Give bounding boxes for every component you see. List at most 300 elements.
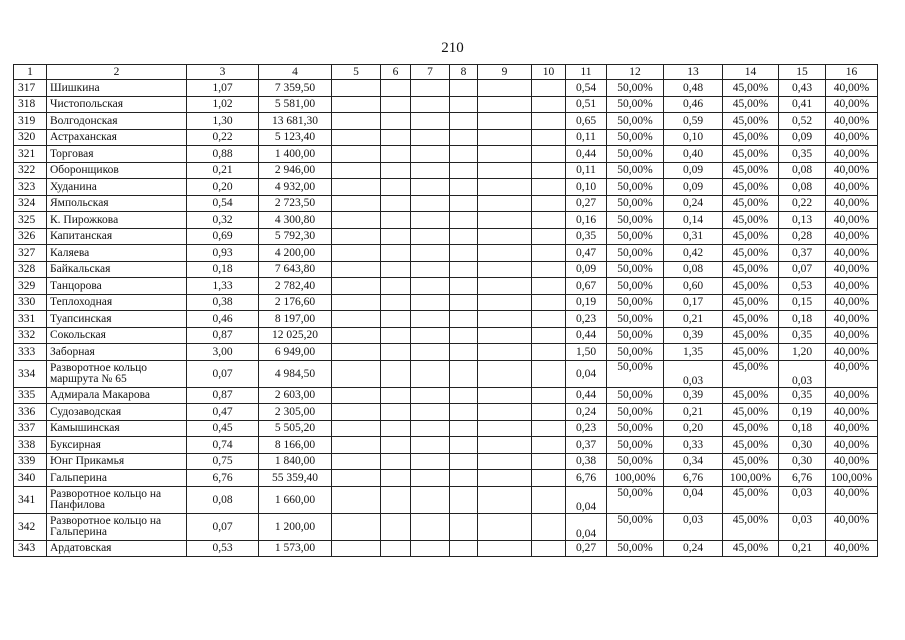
col11-cell: 0,47 bbox=[566, 245, 607, 262]
col6-cell bbox=[381, 486, 411, 513]
col14-cell: 45,00% bbox=[723, 113, 779, 130]
table-row bbox=[14, 404, 878, 421]
street-name-cell: Сокольская bbox=[47, 327, 187, 344]
col6-cell bbox=[381, 278, 411, 295]
col5-cell bbox=[332, 513, 381, 540]
row-number-cell: 343 bbox=[14, 540, 47, 557]
row-number-cell: 341 bbox=[14, 486, 47, 513]
col16-cell: 40,00% bbox=[826, 486, 878, 513]
street-name-cell: Адмирала Макарова bbox=[47, 387, 187, 404]
col13-cell: 0,10 bbox=[664, 129, 723, 146]
col12-cell: 50,00% bbox=[607, 437, 664, 454]
col7-cell bbox=[411, 327, 450, 344]
col8-cell bbox=[450, 129, 478, 146]
street-name-cell: Шишкина bbox=[47, 80, 187, 97]
col6-cell bbox=[381, 311, 411, 328]
col16-cell: 40,00% bbox=[826, 437, 878, 454]
col12-cell: 50,00% bbox=[607, 228, 664, 245]
col5-cell bbox=[332, 404, 381, 421]
col12-cell: 50,00% bbox=[607, 129, 664, 146]
col13-cell: 0,40 bbox=[664, 146, 723, 163]
col16-cell: 40,00% bbox=[826, 327, 878, 344]
col13-cell: 0,04 bbox=[664, 486, 723, 513]
col7-cell bbox=[411, 470, 450, 487]
col14-cell: 45,00% bbox=[723, 404, 779, 421]
col7-cell bbox=[411, 80, 450, 97]
col6-cell bbox=[381, 195, 411, 212]
header-cell: 14 bbox=[723, 65, 779, 80]
col15-cell: 6,76 bbox=[779, 470, 826, 487]
col9-cell bbox=[478, 80, 532, 97]
col10-cell bbox=[532, 327, 566, 344]
col8-cell bbox=[450, 404, 478, 421]
col3-cell: 0,46 bbox=[187, 311, 259, 328]
table-row bbox=[14, 327, 878, 344]
col15-cell: 0,52 bbox=[779, 113, 826, 130]
col10-cell bbox=[532, 146, 566, 163]
col15-cell: 0,30 bbox=[779, 453, 826, 470]
col15-cell: 0,03 bbox=[779, 486, 826, 513]
col7-cell bbox=[411, 228, 450, 245]
col10-cell bbox=[532, 311, 566, 328]
table-row bbox=[14, 245, 878, 262]
col13-cell: 0,14 bbox=[664, 212, 723, 229]
col4-cell: 2 946,00 bbox=[259, 162, 332, 179]
col9-cell bbox=[478, 486, 532, 513]
col7-cell bbox=[411, 212, 450, 229]
col6-cell bbox=[381, 261, 411, 278]
col6-cell bbox=[381, 404, 411, 421]
col12-cell: 50,00% bbox=[607, 212, 664, 229]
col11-cell: 0,23 bbox=[566, 420, 607, 437]
col12-cell: 50,00% bbox=[607, 261, 664, 278]
table-row bbox=[14, 129, 878, 146]
col12-cell: 50,00% bbox=[607, 327, 664, 344]
col14-cell: 45,00% bbox=[723, 513, 779, 540]
col11-cell: 0,19 bbox=[566, 294, 607, 311]
col12-cell: 50,00% bbox=[607, 179, 664, 196]
col3-cell: 1,30 bbox=[187, 113, 259, 130]
header-cell: 15 bbox=[779, 65, 826, 80]
col9-cell bbox=[478, 327, 532, 344]
col11-cell: 0,04 bbox=[566, 513, 607, 540]
col3-cell: 0,21 bbox=[187, 162, 259, 179]
col15-cell: 1,20 bbox=[779, 344, 826, 361]
col16-cell: 40,00% bbox=[826, 420, 878, 437]
table-row bbox=[14, 453, 878, 470]
street-name-cell: Байкальская bbox=[47, 261, 187, 278]
table-row bbox=[14, 96, 878, 113]
col7-cell bbox=[411, 113, 450, 130]
col9-cell bbox=[478, 404, 532, 421]
col14-cell: 45,00% bbox=[723, 344, 779, 361]
row-number-cell: 335 bbox=[14, 387, 47, 404]
col14-cell: 45,00% bbox=[723, 261, 779, 278]
col16-cell: 40,00% bbox=[826, 278, 878, 295]
col16-cell: 40,00% bbox=[826, 179, 878, 196]
col9-cell bbox=[478, 387, 532, 404]
col4-cell: 5 792,30 bbox=[259, 228, 332, 245]
col5-cell bbox=[332, 470, 381, 487]
col10-cell bbox=[532, 212, 566, 229]
col8-cell bbox=[450, 437, 478, 454]
col16-cell: 100,00% bbox=[826, 470, 878, 487]
col14-cell: 45,00% bbox=[723, 437, 779, 454]
col6-cell bbox=[381, 360, 411, 387]
col6-cell bbox=[381, 179, 411, 196]
street-name-cell: Туапсинская bbox=[47, 311, 187, 328]
col5-cell bbox=[332, 311, 381, 328]
street-name-cell: Заборная bbox=[47, 344, 187, 361]
header-cell: 6 bbox=[381, 65, 411, 80]
col8-cell bbox=[450, 344, 478, 361]
col14-cell: 45,00% bbox=[723, 245, 779, 262]
col6-cell bbox=[381, 245, 411, 262]
col3-cell: 1,02 bbox=[187, 96, 259, 113]
col8-cell bbox=[450, 513, 478, 540]
col11-cell: 0,24 bbox=[566, 404, 607, 421]
row-number-cell: 336 bbox=[14, 404, 47, 421]
col7-cell bbox=[411, 162, 450, 179]
col12-cell: 100,00% bbox=[607, 470, 664, 487]
row-number-cell: 337 bbox=[14, 420, 47, 437]
table-row bbox=[14, 212, 878, 229]
col4-cell: 1 840,00 bbox=[259, 453, 332, 470]
col15-cell: 0,53 bbox=[779, 278, 826, 295]
col11-cell: 0,44 bbox=[566, 387, 607, 404]
col7-cell bbox=[411, 453, 450, 470]
col15-cell: 0,18 bbox=[779, 420, 826, 437]
col5-cell bbox=[332, 278, 381, 295]
col16-cell: 40,00% bbox=[826, 344, 878, 361]
col14-cell: 45,00% bbox=[723, 195, 779, 212]
col15-cell: 0,13 bbox=[779, 212, 826, 229]
col7-cell bbox=[411, 513, 450, 540]
header-cell: 3 bbox=[187, 65, 259, 80]
col8-cell bbox=[450, 80, 478, 97]
col8-cell bbox=[450, 146, 478, 163]
col16-cell: 40,00% bbox=[826, 360, 878, 387]
col3-cell: 0,53 bbox=[187, 540, 259, 557]
col5-cell bbox=[332, 113, 381, 130]
col10-cell bbox=[532, 486, 566, 513]
table-row bbox=[14, 486, 878, 513]
col3-cell: 0,18 bbox=[187, 261, 259, 278]
row-number-cell: 334 bbox=[14, 360, 47, 387]
col4-cell: 5 123,40 bbox=[259, 129, 332, 146]
col3-cell: 0,07 bbox=[187, 513, 259, 540]
col11-cell: 0,65 bbox=[566, 113, 607, 130]
col7-cell bbox=[411, 245, 450, 262]
col3-cell: 0,22 bbox=[187, 129, 259, 146]
col9-cell bbox=[478, 420, 532, 437]
col13-cell: 0,24 bbox=[664, 195, 723, 212]
col15-cell: 0,43 bbox=[779, 80, 826, 97]
col11-cell: 0,16 bbox=[566, 212, 607, 229]
col13-cell: 0,21 bbox=[664, 311, 723, 328]
col6-cell bbox=[381, 212, 411, 229]
col5-cell bbox=[332, 360, 381, 387]
col4-cell: 1 400,00 bbox=[259, 146, 332, 163]
col9-cell bbox=[478, 344, 532, 361]
col8-cell bbox=[450, 228, 478, 245]
col11-cell: 0,09 bbox=[566, 261, 607, 278]
col11-cell: 0,35 bbox=[566, 228, 607, 245]
col5-cell bbox=[332, 344, 381, 361]
col15-cell: 0,03 bbox=[779, 360, 826, 387]
col8-cell bbox=[450, 113, 478, 130]
col10-cell bbox=[532, 453, 566, 470]
col9-cell bbox=[478, 162, 532, 179]
col9-cell bbox=[478, 470, 532, 487]
col16-cell: 40,00% bbox=[826, 96, 878, 113]
col4-cell: 6 949,00 bbox=[259, 344, 332, 361]
table-row bbox=[14, 311, 878, 328]
col3-cell: 0,07 bbox=[187, 360, 259, 387]
col15-cell: 0,09 bbox=[779, 129, 826, 146]
col16-cell: 40,00% bbox=[826, 540, 878, 557]
col9-cell bbox=[478, 294, 532, 311]
col3-cell: 0,47 bbox=[187, 404, 259, 421]
col5-cell bbox=[332, 294, 381, 311]
col4-cell: 7 643,80 bbox=[259, 261, 332, 278]
col14-cell: 45,00% bbox=[723, 278, 779, 295]
row-number-cell: 339 bbox=[14, 453, 47, 470]
col13-cell: 0,09 bbox=[664, 179, 723, 196]
col15-cell: 0,28 bbox=[779, 228, 826, 245]
col16-cell: 40,00% bbox=[826, 228, 878, 245]
col15-cell: 0,35 bbox=[779, 146, 826, 163]
col4-cell: 4 200,00 bbox=[259, 245, 332, 262]
table-row bbox=[14, 513, 878, 540]
table-row bbox=[14, 420, 878, 437]
row-number-cell: 338 bbox=[14, 437, 47, 454]
col13-cell: 0,39 bbox=[664, 387, 723, 404]
col13-cell: 0,33 bbox=[664, 437, 723, 454]
row-number-cell: 331 bbox=[14, 311, 47, 328]
col3-cell: 3,00 bbox=[187, 344, 259, 361]
col11-cell: 0,67 bbox=[566, 278, 607, 295]
col9-cell bbox=[478, 228, 532, 245]
col12-cell: 50,00% bbox=[607, 96, 664, 113]
col7-cell bbox=[411, 261, 450, 278]
row-number-cell: 325 bbox=[14, 212, 47, 229]
col9-cell bbox=[478, 96, 532, 113]
col5-cell bbox=[332, 387, 381, 404]
table-row bbox=[14, 387, 878, 404]
col5-cell bbox=[332, 146, 381, 163]
col14-cell: 45,00% bbox=[723, 420, 779, 437]
col12-cell: 50,00% bbox=[607, 278, 664, 295]
col7-cell bbox=[411, 195, 450, 212]
col7-cell bbox=[411, 404, 450, 421]
row-number-cell: 322 bbox=[14, 162, 47, 179]
col6-cell bbox=[381, 162, 411, 179]
header-cell: 12 bbox=[607, 65, 664, 80]
col7-cell bbox=[411, 179, 450, 196]
col6-cell bbox=[381, 80, 411, 97]
col14-cell: 45,00% bbox=[723, 311, 779, 328]
street-name-cell: Ямпольская bbox=[47, 195, 187, 212]
col14-cell: 45,00% bbox=[723, 294, 779, 311]
street-name-cell: Разворотное кольцо на Панфилова bbox=[47, 486, 187, 513]
street-name-cell: Разворотное кольцо маршрута № 65 bbox=[47, 360, 187, 387]
table-row bbox=[14, 540, 878, 557]
col10-cell bbox=[532, 294, 566, 311]
table-row bbox=[14, 195, 878, 212]
col3-cell: 0,93 bbox=[187, 245, 259, 262]
col16-cell: 40,00% bbox=[826, 80, 878, 97]
col7-cell bbox=[411, 360, 450, 387]
col15-cell: 0,15 bbox=[779, 294, 826, 311]
col7-cell bbox=[411, 278, 450, 295]
table-body bbox=[14, 65, 878, 557]
col4-cell: 2 176,60 bbox=[259, 294, 332, 311]
col5-cell bbox=[332, 195, 381, 212]
col12-cell: 50,00% bbox=[607, 513, 664, 540]
col3-cell: 1,07 bbox=[187, 80, 259, 97]
col4-cell: 12 025,20 bbox=[259, 327, 332, 344]
col10-cell bbox=[532, 179, 566, 196]
col7-cell bbox=[411, 129, 450, 146]
row-number-cell: 324 bbox=[14, 195, 47, 212]
col14-cell: 45,00% bbox=[723, 360, 779, 387]
col13-cell: 1,35 bbox=[664, 344, 723, 361]
col13-cell: 0,42 bbox=[664, 245, 723, 262]
col4-cell: 4 932,00 bbox=[259, 179, 332, 196]
row-number-cell: 329 bbox=[14, 278, 47, 295]
col16-cell: 40,00% bbox=[826, 146, 878, 163]
table-row bbox=[14, 294, 878, 311]
col13-cell: 0,60 bbox=[664, 278, 723, 295]
col16-cell: 40,00% bbox=[826, 294, 878, 311]
col14-cell: 45,00% bbox=[723, 212, 779, 229]
col13-cell: 0,09 bbox=[664, 162, 723, 179]
col9-cell bbox=[478, 179, 532, 196]
col12-cell: 50,00% bbox=[607, 195, 664, 212]
col3-cell: 0,87 bbox=[187, 387, 259, 404]
col16-cell: 40,00% bbox=[826, 162, 878, 179]
col4-cell: 2 723,50 bbox=[259, 195, 332, 212]
col14-cell: 45,00% bbox=[723, 453, 779, 470]
col15-cell: 0,08 bbox=[779, 179, 826, 196]
col4-cell: 8 197,00 bbox=[259, 311, 332, 328]
col4-cell: 5 505,20 bbox=[259, 420, 332, 437]
col11-cell: 0,54 bbox=[566, 80, 607, 97]
col13-cell: 0,24 bbox=[664, 540, 723, 557]
col8-cell bbox=[450, 179, 478, 196]
col16-cell: 40,00% bbox=[826, 212, 878, 229]
col4-cell: 4 300,80 bbox=[259, 212, 332, 229]
col16-cell: 40,00% bbox=[826, 261, 878, 278]
col15-cell: 0,22 bbox=[779, 195, 826, 212]
col8-cell bbox=[450, 420, 478, 437]
col8-cell bbox=[450, 261, 478, 278]
col13-cell: 0,31 bbox=[664, 228, 723, 245]
col14-cell: 45,00% bbox=[723, 540, 779, 557]
col3-cell: 0,69 bbox=[187, 228, 259, 245]
col11-cell: 1,50 bbox=[566, 344, 607, 361]
col10-cell bbox=[532, 162, 566, 179]
col10-cell bbox=[532, 404, 566, 421]
col14-cell: 45,00% bbox=[723, 146, 779, 163]
col7-cell bbox=[411, 540, 450, 557]
col10-cell bbox=[532, 113, 566, 130]
col8-cell bbox=[450, 96, 478, 113]
street-name-cell: Торговая bbox=[47, 146, 187, 163]
col4-cell: 4 984,50 bbox=[259, 360, 332, 387]
col13-cell: 0,46 bbox=[664, 96, 723, 113]
col14-cell: 45,00% bbox=[723, 80, 779, 97]
street-name-cell: Юнг Прикамья bbox=[47, 453, 187, 470]
col6-cell bbox=[381, 437, 411, 454]
col16-cell: 40,00% bbox=[826, 129, 878, 146]
row-number-cell: 330 bbox=[14, 294, 47, 311]
col4-cell: 1 660,00 bbox=[259, 486, 332, 513]
col11-cell: 0,11 bbox=[566, 162, 607, 179]
header-cell: 8 bbox=[450, 65, 478, 80]
street-name-cell: К. Пирожкова bbox=[47, 212, 187, 229]
col6-cell bbox=[381, 327, 411, 344]
col13-cell: 0,17 bbox=[664, 294, 723, 311]
col7-cell bbox=[411, 387, 450, 404]
col8-cell bbox=[450, 245, 478, 262]
col11-cell: 0,11 bbox=[566, 129, 607, 146]
col13-cell: 0,34 bbox=[664, 453, 723, 470]
col8-cell bbox=[450, 195, 478, 212]
header-cell: 2 bbox=[47, 65, 187, 80]
col16-cell: 40,00% bbox=[826, 113, 878, 130]
col13-cell: 0,20 bbox=[664, 420, 723, 437]
row-number-cell: 323 bbox=[14, 179, 47, 196]
col14-cell: 45,00% bbox=[723, 387, 779, 404]
header-cell: 7 bbox=[411, 65, 450, 80]
col11-cell: 0,44 bbox=[566, 327, 607, 344]
col10-cell bbox=[532, 80, 566, 97]
col7-cell bbox=[411, 146, 450, 163]
col16-cell: 40,00% bbox=[826, 195, 878, 212]
col6-cell bbox=[381, 113, 411, 130]
col5-cell bbox=[332, 453, 381, 470]
col10-cell bbox=[532, 470, 566, 487]
col15-cell: 0,35 bbox=[779, 387, 826, 404]
col14-cell: 45,00% bbox=[723, 162, 779, 179]
row-number-cell: 332 bbox=[14, 327, 47, 344]
street-name-cell: Камышинская bbox=[47, 420, 187, 437]
col15-cell: 0,21 bbox=[779, 540, 826, 557]
col9-cell bbox=[478, 146, 532, 163]
col9-cell bbox=[478, 513, 532, 540]
col10-cell bbox=[532, 540, 566, 557]
col16-cell: 40,00% bbox=[826, 387, 878, 404]
col15-cell: 0,35 bbox=[779, 327, 826, 344]
col16-cell: 40,00% bbox=[826, 404, 878, 421]
col16-cell: 40,00% bbox=[826, 311, 878, 328]
col5-cell bbox=[332, 486, 381, 513]
col15-cell: 0,37 bbox=[779, 245, 826, 262]
col11-cell: 0,27 bbox=[566, 195, 607, 212]
col4-cell: 2 782,40 bbox=[259, 278, 332, 295]
col3-cell: 0,20 bbox=[187, 179, 259, 196]
col12-cell: 50,00% bbox=[607, 113, 664, 130]
street-name-cell: Судозаводская bbox=[47, 404, 187, 421]
col12-cell: 50,00% bbox=[607, 453, 664, 470]
col7-cell bbox=[411, 311, 450, 328]
col11-cell: 0,04 bbox=[566, 486, 607, 513]
street-name-cell: Танцорова bbox=[47, 278, 187, 295]
col12-cell: 50,00% bbox=[607, 387, 664, 404]
col4-cell: 1 200,00 bbox=[259, 513, 332, 540]
